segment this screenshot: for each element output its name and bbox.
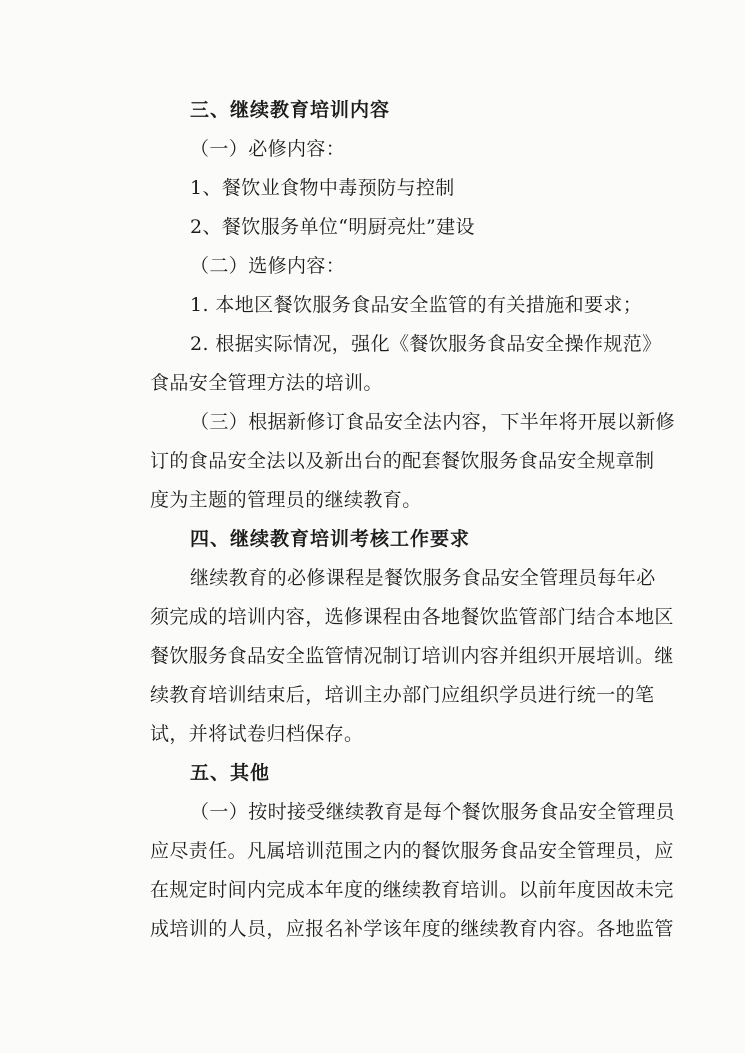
paragraph-3-line-2: 订的食品安全法以及新出台的配套餐饮服务食品安全规章制 [150,450,655,472]
paragraph-4-line-1: 继续教育的必修课程是餐饮服务食品安全管理员每年必 [190,567,656,589]
paragraph-5-line-2: 应尽责任。凡属培训范围之内的餐饮服务食品安全管理员，应 [150,840,674,862]
section-heading-3: 三、继续教育培训内容 [190,99,391,121]
section-heading-4: 四、继续教育培训考核工作要求 [190,528,471,550]
required-item-2: 2、餐饮服务单位“明厨亮灶”建设 [190,216,475,238]
paragraph-4-line-2: 须完成的培训内容，选修课程由各地餐饮监管部门结合本地区 [150,606,674,628]
elective-item-1: 1. 本地区餐饮服务食品安全监管的有关措施和要求； [190,294,643,316]
subheading-required: （一）必修内容： [190,138,346,160]
subheading-elective: （二）选修内容： [190,255,346,277]
elective-item-2-cont: 食品安全管理方法的培训。 [150,372,383,394]
elective-item-2: 2. 根据实际情况，强化《餐饮服务食品安全操作规范》 [190,333,662,355]
paragraph-4-line-3: 餐饮服务食品安全监管情况制订培训内容并组织开展培训。继 [150,645,674,667]
paragraph-5-line-4: 成培训的人员，应报名补学该年度的继续教育内容。各地监管 [150,918,674,940]
paragraph-5-line-1: （一）按时接受继续教育是每个餐饮服务食品安全管理员 [190,801,676,823]
paragraph-3-line-1: （三）根据新修订食品安全法内容，下半年将开展以新修 [190,411,676,433]
required-item-1: 1、餐饮业食物中毒预防与控制 [190,177,455,199]
paragraph-3-line-3: 度为主题的管理员的继续教育。 [150,489,422,511]
paragraph-4-line-5: 试，并将试卷归档保存。 [150,723,364,745]
section-heading-5: 五、其他 [190,762,271,784]
paragraph-5-line-3: 在规定时间内完成本年度的继续教育培训。以前年度因故未完 [150,879,674,901]
paragraph-4-line-4: 续教育培训结束后，培训主办部门应组织学员进行统一的笔 [150,684,655,706]
